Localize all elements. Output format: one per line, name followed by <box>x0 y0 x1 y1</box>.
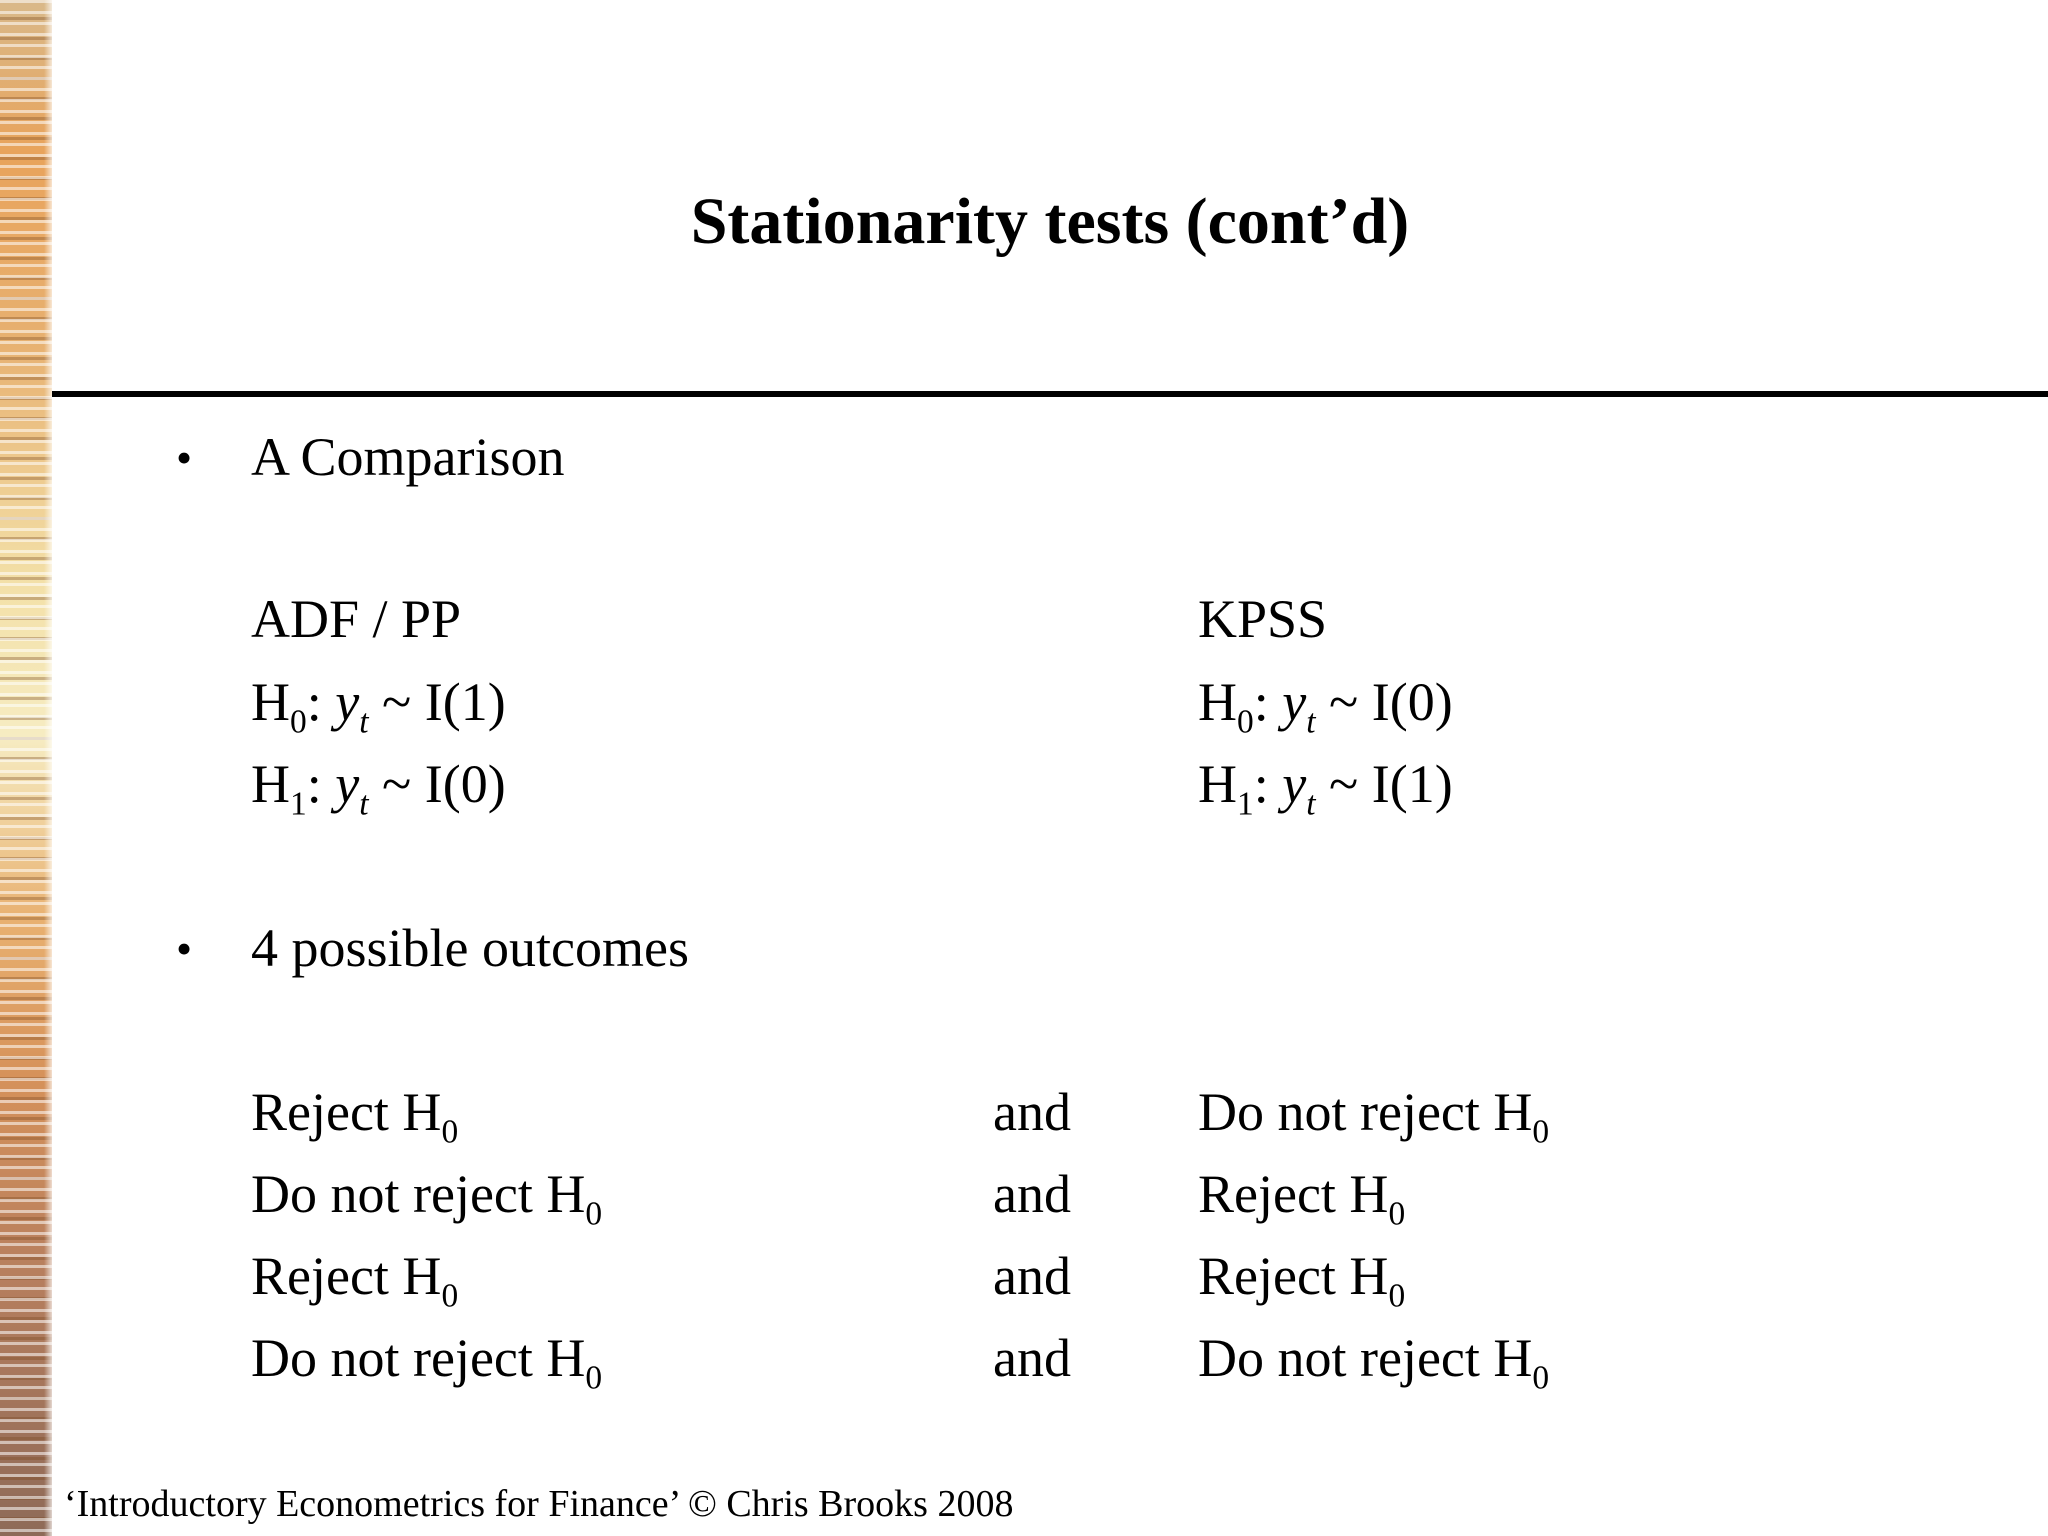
bullet-marker-1: • <box>176 432 193 483</box>
outcome-2-connector: and <box>993 1164 1071 1224</box>
adf-pp-heading: ADF / PP <box>251 589 462 649</box>
title-divider <box>52 391 2048 397</box>
outcome-4-connector: and <box>993 1328 1071 1388</box>
outcome-3-connector: and <box>993 1246 1071 1306</box>
outcome-3-right: Reject $H_0$ <box>1198 1246 1406 1315</box>
adf-alt-hypothesis: $H_1$: $y_t$ ~ I(0) <box>251 754 506 823</box>
outcome-1-right: Do not reject $H_0$ <box>1198 1082 1550 1151</box>
outcome-4-left: Do not reject $H_0$ <box>251 1328 603 1397</box>
bullet-text-comparison: A Comparison <box>251 427 565 487</box>
kpss-null-hypothesis: $H_0$: $y_t$ ~ I(0) <box>1198 672 1453 741</box>
bullet-marker-2: • <box>176 923 193 974</box>
outcome-1-left: Reject $H_0$ <box>251 1082 459 1151</box>
footer-copyright: ‘Introductory Econometrics for Finance’ © Chris Brooks 2008 <box>64 1483 1014 1525</box>
kpss-heading: KPSS <box>1198 589 1328 649</box>
outcome-2-right: Reject $H_0$ <box>1198 1164 1406 1233</box>
bullet-text-outcomes: 4 possible outcomes <box>251 918 689 978</box>
outcome-3-left: Reject $H_0$ <box>251 1246 459 1315</box>
outcome-4-right: Do not reject $H_0$ <box>1198 1328 1550 1397</box>
slide-title: Stationarity tests (cont’d) <box>690 185 1410 258</box>
adf-null-hypothesis: $H_0$: $y_t$ ~ I(1) <box>251 672 506 741</box>
kpss-alt-hypothesis: $H_1$: $y_t$ ~ I(1) <box>1198 754 1453 823</box>
outcome-2-left: Do not reject $H_0$ <box>251 1164 603 1233</box>
decorative-side-stripe <box>0 0 52 1536</box>
outcome-1-connector: and <box>993 1082 1071 1142</box>
